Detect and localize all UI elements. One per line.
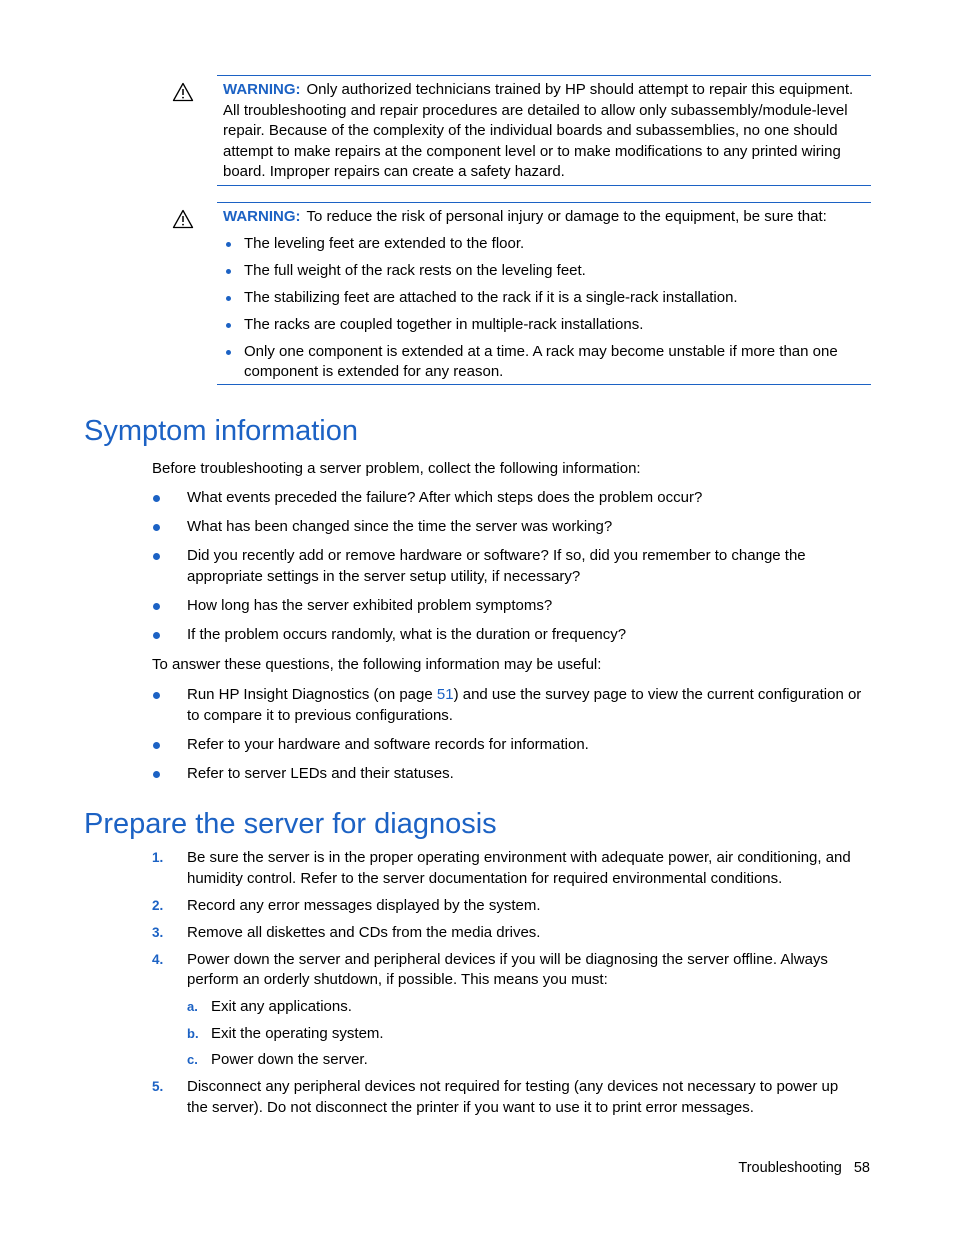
step-item [152,848,862,889]
substep-item [187,1024,862,1045]
step-number: 2. [152,897,164,913]
list-item: The stabilizing feet are attached to the rack if it is a single-rack installation. [223,288,871,309]
warning-body: To reduce the risk of personal injury or damage to the equipment, be sure that: [306,208,827,225]
step-text: Power down the server and peripheral devices if you will be diagnosing the server offline. Always perform an orderly shutdown, if possible. This means you must: [187,950,828,988]
symptom-intro: Before troubleshooting a server problem, collect the following information: [152,460,641,477]
step-number: 3. [152,924,164,940]
step-text: Record any error messages displayed by the system. [187,896,541,914]
warning-body: Only authorized technicians trained by HP should attempt to repair this equipment. All troubleshooting and repair procedures are detailed to allow only subassembly/module-level repair. Because of the complexity of the individual boards and subassemblies, no one should attempt to make repairs at the component level or to make modifications to any printed wiring board. Improper repairs can create a safety hazard. [223,81,854,180]
symptom-intro-2: To answer these questions, the following information may be useful: [152,656,602,673]
section-heading-prepare: Prepare the server for diagnosis [84,808,497,840]
useful-info-list [152,685,862,793]
page-link-51[interactable]: 51 [436,686,454,703]
step-item [152,923,862,944]
list-item: What events preceded the failure? After which steps does the problem occur? [152,488,862,509]
footer-section: Troubleshooting [738,1160,842,1176]
step-item [152,1077,862,1118]
list-item: Refer to server LEDs and their statuses. [152,764,862,785]
substep-text: Exit the operating system. [211,1024,384,1042]
warning-bullet-list [217,234,871,383]
section-heading-symptom: Symptom information [84,415,358,447]
substep-letter: a. [187,999,198,1014]
list-item: Only one component is extended at a time. A rack may become unstable if more than one component is extended for any reason. [223,342,871,383]
warning-label: WARNING: [223,81,301,98]
step-number: 5. [152,1079,164,1094]
warning-label: WARNING: [223,208,301,225]
step-item [152,950,862,1071]
text-fragment: ) and use the survey page to view the current configuration or to compare it to previous configurations. [187,686,862,724]
warning-text [217,203,871,228]
warning-text [217,76,871,183]
list-item: Did you recently add or remove hardware or software? If so, did you remember to change the appropriate settings in the server setup utility, if necessary? [152,546,862,587]
substep-letter: c. [187,1052,198,1067]
step-text: Remove all diskettes and CDs from the media drives. [187,923,541,941]
step-number: 1. [152,850,164,865]
step-item [152,896,862,917]
step-text: Disconnect any peripheral devices not required for testing (any devices not necessary to power up the server). Do not disconnect the printer if you want to use it to print error messages. [187,1078,839,1116]
list-item: The leveling feet are extended to the floor. [223,234,871,255]
substep-item [187,1050,862,1071]
substep-letter: b. [187,1025,199,1041]
list-item: What has been changed since the time the server was working? [152,517,862,538]
substep-text: Exit any applications. [211,998,352,1015]
warning-frame [217,75,871,186]
step-number: 4. [152,951,164,967]
warning-triangle-icon [172,82,194,102]
symptom-question-list [152,488,862,654]
page-footer [738,1158,870,1179]
list-item: Refer to your hardware and software records for information. [152,735,862,756]
text-fragment: Run HP Insight Diagnostics (on page [187,686,437,703]
substep-text: Power down the server. [211,1051,368,1068]
list-item: The full weight of the rack rests on the leveling feet. [223,261,871,282]
prepare-step-list [152,848,862,1125]
warning-frame [217,202,871,385]
list-item: The racks are coupled together in multiple-rack installations. [223,315,871,336]
page-number: 58 [853,1160,870,1176]
list-item [152,685,862,726]
list-item: How long has the server exhibited problem symptoms? [152,596,862,617]
substep-item [187,997,862,1018]
list-item: If the problem occurs randomly, what is the duration or frequency? [152,625,862,646]
substep-list [187,997,862,1071]
warning-triangle-icon [172,209,194,229]
step-text: Be sure the server is in the proper operating environment with adequate power, air conditioning, and humidity control. Refer to the server documentation for required environmental conditions. [187,849,851,887]
